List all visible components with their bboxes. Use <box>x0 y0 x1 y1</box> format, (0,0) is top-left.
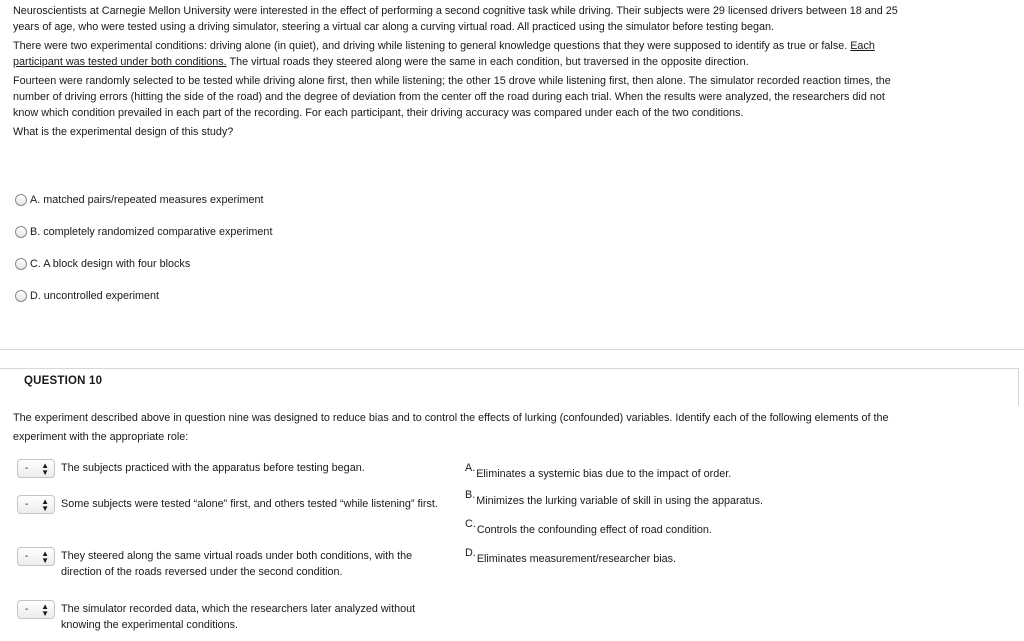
option-b[interactable] <box>15 224 272 240</box>
option-c[interactable] <box>15 256 272 272</box>
question-10-header-edge <box>1018 368 1024 406</box>
option-c-label[interactable]: C. A block design with four blocks <box>30 258 191 270</box>
question-10-title: QUESTION 10 <box>24 375 103 387</box>
answer-c <box>465 518 712 536</box>
q9-paragraph-1: Neuroscientists at Carnegie Mellon University were interested in the effect of performing a second cognitive task while driving. Their subjects were 29 licensed drivers between 18 and 25 years of age, who were tested using a driving simulator, steering a virtual car along a curving virtual road. All practiced using the simulator before testing began. <box>13 5 898 33</box>
answer-a <box>465 462 732 480</box>
select-arrows-icon: ▲ ▼ <box>41 601 49 618</box>
answer-b-letter: B. <box>465 489 476 501</box>
section-divider <box>0 349 1024 350</box>
select-arrows-icon: ▲ ▼ <box>41 460 49 477</box>
q9-options <box>15 192 272 320</box>
match-select-4[interactable] <box>17 600 55 619</box>
select-arrows-icon: ▲ ▼ <box>41 548 49 565</box>
option-b-label[interactable]: B. completely randomized comparative experiment <box>30 226 273 238</box>
answer-b-text: Minimizes the lurking variable of skill in using the apparatus. <box>476 495 764 507</box>
answer-a-text: Eliminates a systemic bias due to the impact of order. <box>476 468 732 480</box>
radio-button-d[interactable] <box>15 290 27 302</box>
answer-d-text: Eliminates measurement/researcher bias. <box>476 553 677 565</box>
match-item-4 <box>17 600 451 633</box>
match-item-2 <box>17 495 451 514</box>
q9-underlined-sentence: Each participant was tested under both conditions. <box>13 40 875 68</box>
option-d[interactable] <box>15 288 272 304</box>
answer-d-letter: D. <box>465 547 476 559</box>
radio-button-a[interactable] <box>15 194 27 206</box>
q9-paragraph-3: Fourteen were randomly selected to be tested while driving alone first, then while listening; the other 15 drove while listening first, then alone. The simulator recorded reaction times, the number of driving errors (hitting the side of the road) and the degree of deviation from the center off the road during each trial. When the results were analyzed, the researchers did not know which condition prevailed in each part of the recording. For each participant, their driving accuracy was compared under each of the two conditions. <box>13 75 891 119</box>
match-item-4-text: The simulator recorded data, which the researchers later analyzed without knowing the experimental conditions. <box>61 603 416 631</box>
question-9-body <box>13 3 913 140</box>
radio-button-b[interactable] <box>15 226 27 238</box>
match-select-1-value: - <box>25 463 29 474</box>
q9-prompt: What is the experimental design of this study? <box>13 126 234 138</box>
match-item-1-text: The subjects practiced with the apparatus before testing began. <box>61 462 365 474</box>
match-select-3[interactable] <box>17 547 55 566</box>
q9-paragraph-2-start: There were two experimental conditions: driving alone (in quiet), and driving while listening to general knowledge questions that they were supposed to identify as true or false. <box>13 40 851 52</box>
question-10-header-border <box>0 368 1018 369</box>
match-select-2[interactable] <box>17 495 55 514</box>
match-item-1 <box>17 459 451 478</box>
q9-paragraph-2 <box>13 38 913 70</box>
answer-d <box>465 547 677 565</box>
q9-paragraph-2-end: The virtual roads they steered along were the same in each condition, but traversed in the opposite direction. <box>226 56 749 68</box>
match-item-3 <box>17 547 451 580</box>
match-select-1[interactable] <box>17 459 55 478</box>
option-a-label[interactable]: A. matched pairs/repeated measures experiment <box>30 194 264 206</box>
option-a[interactable] <box>15 192 272 208</box>
match-select-2-value: - <box>25 499 29 510</box>
answer-b <box>465 489 764 507</box>
answer-a-letter: A. <box>465 462 476 474</box>
match-select-4-value: - <box>25 604 29 615</box>
answer-c-letter: C. <box>465 518 476 530</box>
option-d-label[interactable]: D. uncontrolled experiment <box>30 290 160 302</box>
match-item-2-text: Some subjects were tested “alone” first, and others tested “while listening” first. <box>61 498 438 510</box>
select-arrows-icon: ▲ ▼ <box>41 496 49 513</box>
question-10-text: The experiment described above in question nine was designed to reduce bias and to control the effects of lurking (confounded) variables. Identify each of the following elements of the experiment with the appropriate role: <box>13 412 889 443</box>
match-select-3-value: - <box>25 551 29 562</box>
answer-c-text: Controls the confounding effect of road condition. <box>476 524 712 536</box>
radio-button-c[interactable] <box>15 258 27 270</box>
match-item-3-text: They steered along the same virtual roads under both conditions, with the direction of the roads reversed under the second condition. <box>61 550 413 578</box>
